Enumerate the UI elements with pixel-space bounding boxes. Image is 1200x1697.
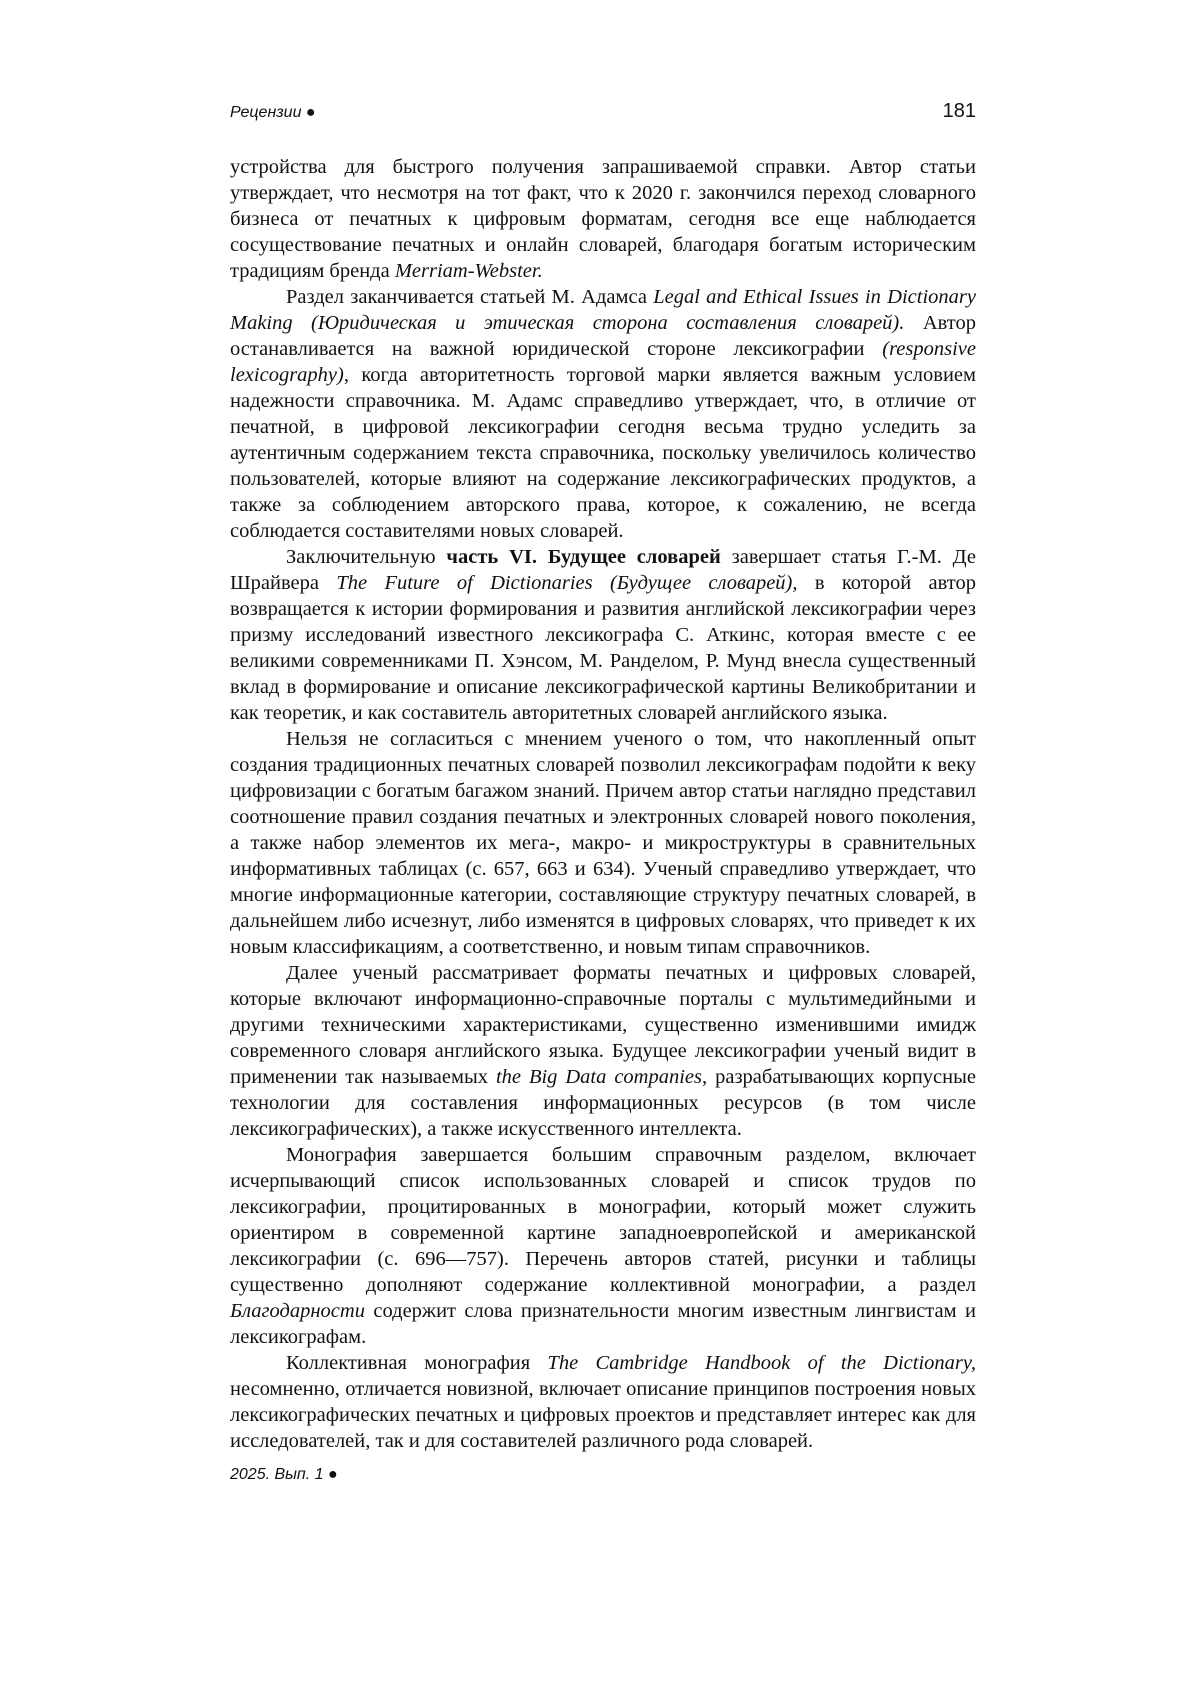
text-segment: , когда авторитетность торговой марки является важным условием надежности справочника. М. Адамс справедливо утверждает, что, в отличие от печатной, в цифровой лексикографии сегодня весьма трудно уследить за аутентичным содержанием текста справочника, поскольку увеличилось количество пользователей, которые влияют на содержание лексикографических продуктов, а также за соблюдением авторского права, которое, к сожалению, не всегда соблюдается составителями новых словарей. <box>230 364 976 542</box>
text-segment: Монография завершается большим справочным разделом, включает исчерпывающий список использованных словарей и список трудов по лексикографии, процитированных в монографии, который может служить ориентиром в современной картине западноевропейской и американской лексикографии (с. 696—757). Перечень авторов статей, рисунки и таблицы существенно дополняют содержание коллективной монографии, а раздел <box>230 1144 976 1296</box>
text-segment: в которой автор возвращается к истории формирования и развития английской лексикографии через призму исследований известного лексикографа С. Аткинс, которая вместе с ее великими современниками П. Хэнсом, М. Ранделом, Р. Мунд внесла существенный вклад в формирование и описание лексикографической картины Великобритании и как теоретик, и как составитель авторитетных словарей английского языка. <box>230 572 977 724</box>
paragraph <box>230 1350 976 1454</box>
term: the Big Data companies <box>495 1066 703 1088</box>
text-segment: устройства для быстрого получения запрашиваемой справки. Автор статьи утверждает, что несмотря на тот факт, что к 2020 г. закончился переход словарного бизнеса от печатных к цифровым форматам, сегодня все еще наблюдается сосуществование печатных и онлайн словарей, благодаря богатым историческим традициям бренда <box>230 156 976 282</box>
text-segment: Заключительную <box>286 546 447 568</box>
article-title: The Future of Dictionaries (Будущее словарей), <box>336 572 798 594</box>
publisher-name: Merriam-Webster. <box>394 260 543 282</box>
page-header <box>230 100 976 136</box>
page-footer <box>230 1466 338 1484</box>
text-segment: , разрабатывающих корпусные технологии для составления информационных ресурсов (в том числе лексикографических), а также искусственного интеллекта. <box>230 1066 976 1140</box>
paragraph <box>230 726 976 960</box>
page-number: 181 <box>942 100 976 122</box>
text-segment: завершает статья Г.-М. Де Шрайвера <box>230 546 977 594</box>
paragraph <box>230 960 976 1142</box>
article-body <box>230 154 976 1454</box>
text-segment: Автор останавливается на важной юридической стороне лексикографии <box>230 312 976 360</box>
text-segment: Далее ученый рассматривает форматы печатных и цифровых словарей, которые включают информационно-справочные порталы с мультимедийными и другими техническими характеристиками, существенно изменившими имидж современного словаря английского языка. Будущее лексикографии ученый видит в применении так называемых <box>230 962 976 1088</box>
text-segment: содержит слова признательности многим известным лингвистам и лексикографам. <box>230 1300 976 1348</box>
paragraph <box>230 284 976 544</box>
issue-label: 2025. Вып. 1 ● <box>230 1466 338 1483</box>
section-name: Благодарности <box>230 1300 365 1322</box>
paragraph <box>230 1142 976 1350</box>
section-title: часть VI. Будущее словарей <box>446 546 721 568</box>
book-title: The Cambridge Handbook of the Dictionary, <box>547 1352 976 1374</box>
text-segment: Коллективная монография <box>286 1352 548 1374</box>
term: (responsive lexicography) <box>230 338 976 386</box>
text-segment: несомненно, отличается новизной, включает описание принципов построения новых лексикографических печатных и цифровых проектов и представляет интерес как для исследователей, так и для составителей различного рода словарей. <box>230 1378 976 1452</box>
text-segment: Нельзя не согласиться с мнением ученого о том, что накопленный опыт создания традиционных печатных словарей позволил лексикографам подойти к веку цифровизации с богатым багажом знаний. Причем автор статьи наглядно представил соотношение правил создания печатных и электронных словарей нового поколения, а также набор элементов их мега-, макро- и микроструктуры в сравнительных информативных таблицах (с. 657, 663 и 634). Ученый справедливо утверждает, что многие информационные категории, составляющие структуру печатных словарей, в дальнейшем либо исчезнут, либо изменятся в цифровых словарях, что приведет к их новым классификациям, а соответственно, и новым типам справочников. <box>230 728 976 958</box>
text-segment: Раздел заканчивается статьей М. Адамса <box>286 286 654 308</box>
article-title: Legal and Ethical Issues in Dictionary Making (Юридическая и этическая сторона составления словарей). <box>230 286 977 334</box>
paragraph <box>230 544 976 726</box>
running-title: Рецензии ● <box>230 104 316 121</box>
paragraph <box>230 154 976 284</box>
